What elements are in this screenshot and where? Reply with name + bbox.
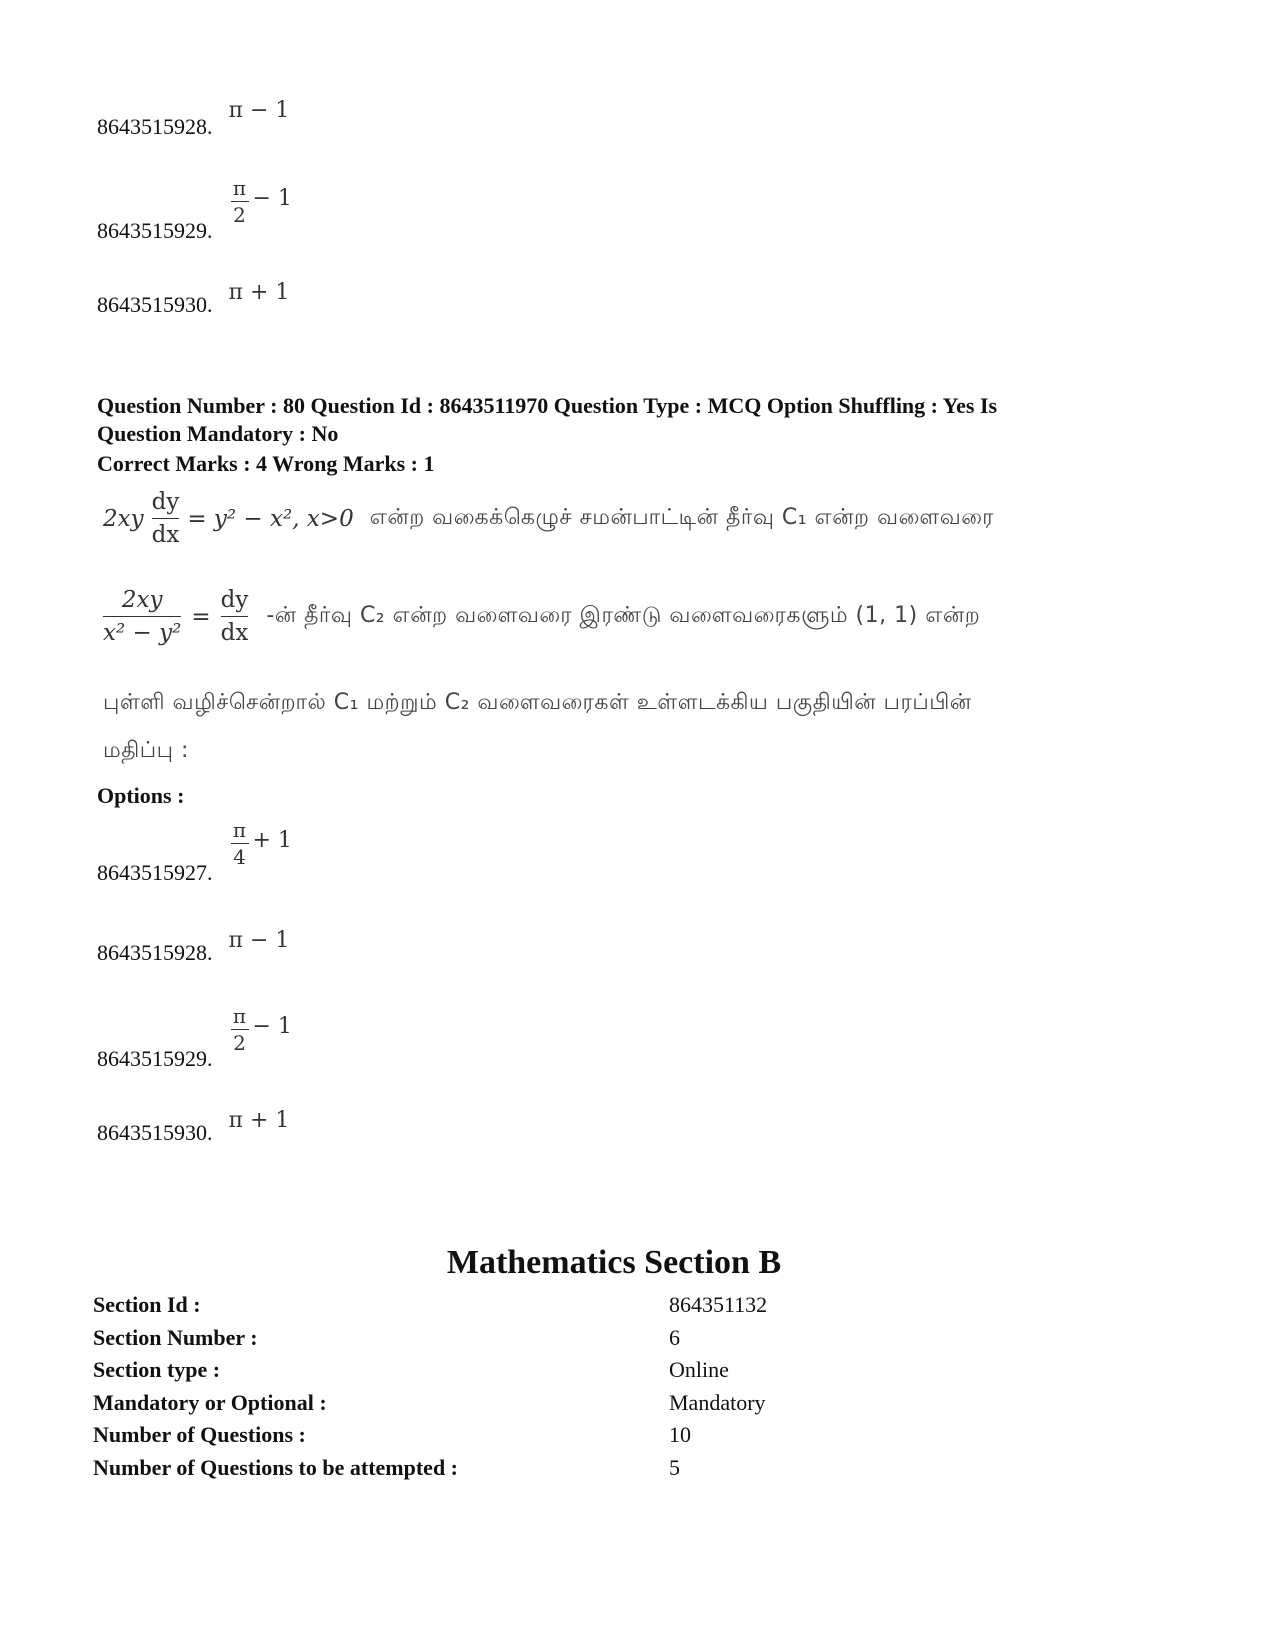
section-info-value: Online <box>669 1357 729 1382</box>
question-marks: Correct Marks : 4 Wrong Marks : 1 <box>97 451 435 476</box>
fraction-denominator: x² − y² <box>103 620 182 647</box>
section-info-label: Section Id : <box>93 1292 201 1317</box>
question-line-4: மதிப்பு : <box>103 738 189 763</box>
section-info-row <box>93 1292 1093 1325</box>
section-info-label: Number of Questions : <box>93 1422 306 1447</box>
question-text: என்ற வகைக்கெழுச் சமன்பாட்டின் தீர்வு C₁ என்ற வளைவரை <box>369 504 994 530</box>
option-row <box>97 928 289 966</box>
fraction-denominator: 2 <box>233 1031 246 1055</box>
section-info-row <box>93 1422 1093 1455</box>
option-id: 8643515930. <box>97 292 213 317</box>
eq2-left-fraction <box>103 588 181 645</box>
option-row <box>97 820 292 886</box>
eq1-derivative <box>152 490 180 547</box>
option-row <box>97 98 289 140</box>
option-id: 8643515929. <box>97 1046 213 1071</box>
option-expression <box>231 1006 292 1053</box>
question-meta <box>97 392 1177 448</box>
section-info-label: Section type : <box>93 1357 221 1382</box>
eq1-left: 2xy <box>103 505 144 532</box>
option-row <box>97 178 292 244</box>
section-title: Mathematics Section B <box>446 1244 782 1281</box>
question-meta-line2: Question Mandatory : No <box>97 421 339 446</box>
option-id: 8643515927. <box>97 860 213 885</box>
question-line-2 <box>103 588 1123 645</box>
option-expression <box>231 820 292 867</box>
option-expression: π − 1 <box>228 98 290 123</box>
section-info-value: 10 <box>669 1422 691 1447</box>
option-row <box>97 280 289 318</box>
section-info-value: 6 <box>669 1324 680 1350</box>
question-text: -ன் தீர்வு C₂ என்ற வளைவரை இரண்டு வளைவரைகளும் (1, 1) என்ற <box>266 602 981 628</box>
eq1-right: = y² − x², x>0 <box>187 505 354 532</box>
section-info-row <box>93 1390 1093 1423</box>
section-info-value: 5 <box>669 1454 680 1480</box>
fraction-numerator: π <box>232 1004 247 1028</box>
fraction-denominator: dx <box>220 620 249 647</box>
fraction-numerator: dy <box>220 587 249 613</box>
question-meta-line1: Question Number : 80 Question Id : 8643511970 Question Type : MCQ Option Shuffling : Yes Is <box>97 393 998 418</box>
option-expression <box>231 178 292 225</box>
section-info-label: Mandatory or Optional : <box>93 1389 327 1415</box>
fraction-numerator: π <box>232 818 247 842</box>
section-info-value: Mandatory <box>669 1389 766 1415</box>
question-line-3: புள்ளி வழிச்சென்றால் C₁ மற்றும் C₂ வளைவரைகள் உள்ளடக்கிய பகுதியின் பரப்பின் <box>103 690 972 715</box>
options-label: Options : <box>97 783 185 808</box>
fraction-numerator: π <box>232 176 247 200</box>
section-info-value: 864351132 <box>669 1292 768 1317</box>
fraction-numerator: 2xy <box>121 587 163 613</box>
section-info-row <box>93 1357 1093 1390</box>
section-info-label: Section Number : <box>93 1324 258 1350</box>
option-expression: π + 1 <box>228 1108 290 1133</box>
section-info-label: Number of Questions to be attempted : <box>93 1454 459 1480</box>
section-info-row <box>93 1455 1093 1488</box>
expression-rest: − 1 <box>252 1014 292 1040</box>
fraction-denominator: dx <box>151 522 180 549</box>
eq2-derivative <box>221 588 249 645</box>
option-expression: π − 1 <box>228 928 290 953</box>
expression-rest: + 1 <box>252 828 292 854</box>
option-id: 8643515930. <box>97 1120 213 1145</box>
fraction-numerator: dy <box>151 489 180 515</box>
question-line-1 <box>103 490 1123 547</box>
option-id: 8643515928. <box>97 114 213 139</box>
option-id: 8643515929. <box>97 218 213 243</box>
section-info-table <box>93 1292 1093 1487</box>
fraction-denominator: 4 <box>233 845 246 869</box>
option-expression: π + 1 <box>228 280 290 305</box>
fraction-denominator: 2 <box>233 203 246 227</box>
expression-rest: − 1 <box>252 186 292 212</box>
option-id: 8643515928. <box>97 940 213 965</box>
section-info-row <box>93 1325 1093 1358</box>
equals-sign: = <box>191 603 211 630</box>
option-row <box>97 1108 289 1146</box>
option-row <box>97 1006 292 1072</box>
